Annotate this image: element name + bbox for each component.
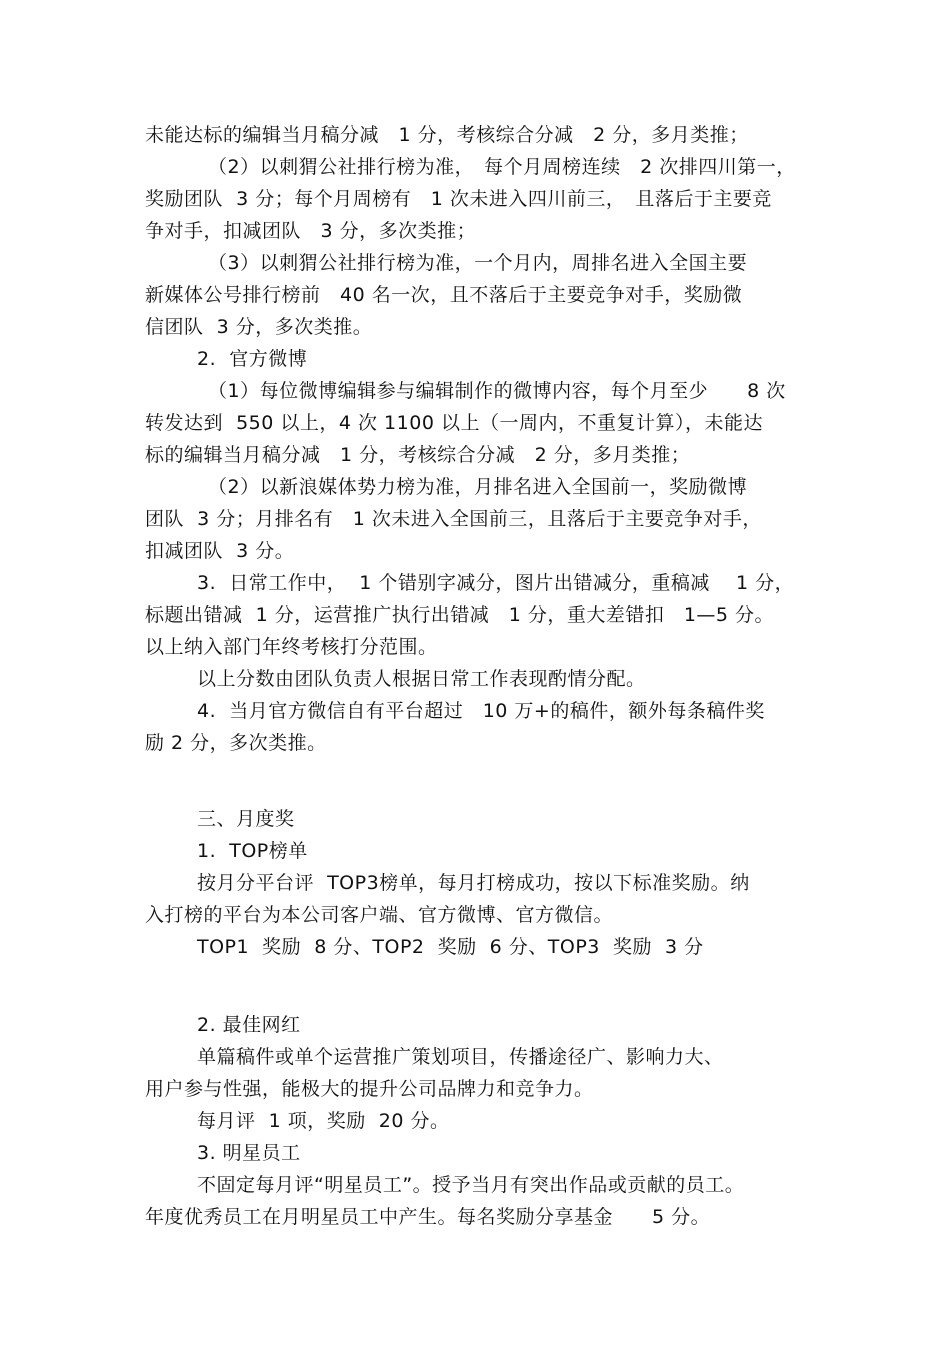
- text-line: 标题出错减 1 分，运营推广执行出错减 1 分，重大差错扣 1—5 分。: [145, 604, 775, 626]
- text-line: 扣减团队 3 分。: [145, 540, 295, 562]
- text-line: 奖励团队 3 分；每个月周榜有 1 次未进入四川前三， 且落后于主要竞: [145, 188, 772, 210]
- text-line: （1）每位微博编辑参与编辑制作的微博内容，每个月至少 8 次: [208, 380, 786, 402]
- text-line: 转发达到 550 以上，4 次 1100 以上（一周内，不重复计算），未能达: [145, 412, 763, 434]
- text-line: 单篇稿件或单个运营推广策划项目，传播途径广、影响力大、: [197, 1046, 724, 1068]
- text-line: TOP1 奖励 8 分、TOP2 奖励 6 分、TOP3 奖励 3 分: [197, 936, 704, 958]
- text-line: （2）以新浪媒体势力榜为准，月排名进入全国前一，奖励微博: [208, 476, 748, 498]
- subsection-heading: 1. TOP榜单: [197, 840, 308, 862]
- text-line: 励 2 分，多次类推。: [145, 732, 327, 754]
- text-line: 新媒体公号排行榜前 40 名一次，且不落后于主要竞争对手，奖励微: [145, 284, 743, 306]
- text-line: 争对手，扣减团队 3 分，多次类推；: [145, 220, 477, 242]
- text-line: 团队 3 分；月排名有 1 次未进入全国前三，且落后于主要竞争对手，: [145, 508, 762, 530]
- text-line: 标的编辑当月稿分减 1 分，考核综合分减 2 分，多月类推；: [145, 444, 691, 466]
- text-line: 4. 当月官方微信自有平台超过 10 万+的稿件，额外每条稿件奖: [197, 700, 765, 722]
- text-line: 每月评 1 项，奖励 20 分。: [197, 1110, 450, 1132]
- subsection-heading: 2. 最佳网红: [197, 1014, 301, 1036]
- text-line: 3. 日常工作中， 1 个错别字减分，图片出错减分，重稿减 1 分，: [197, 572, 795, 594]
- text-line: 年度优秀员工在月明星员工中产生。每名奖励分享基金 5 分。: [145, 1206, 711, 1228]
- text-line: 以上分数由团队负责人根据日常工作表现酌情分配。: [197, 668, 646, 690]
- section-heading: 三、月度奖: [197, 808, 295, 830]
- text-line: 按月分平台评 TOP3榜单，每月打榜成功，按以下标准奖励。纳: [197, 872, 750, 894]
- text-line: 信团队 3 分，多次类推。: [145, 316, 373, 338]
- text-line: （2）以刺猬公社排行榜为准， 每个月周榜连续 2 次排四川第一，: [208, 156, 796, 178]
- text-line: 以上纳入部门年终考核打分范围。: [145, 636, 438, 658]
- section-heading: 2. 官方微博: [197, 348, 308, 370]
- subsection-heading: 3. 明星员工: [197, 1142, 301, 1164]
- text-line: 不固定每月评“明星员工”。授予当月有突出作品或贡献的员工。: [197, 1174, 745, 1196]
- text-line: 入打榜的平台为本公司客户端、官方微博、官方微信。: [145, 904, 614, 926]
- text-line: 用户参与性强，能极大的提升公司品牌力和竞争力。: [145, 1078, 594, 1100]
- text-line: （3）以刺猬公社排行榜为准，一个月内，周排名进入全国主要: [208, 252, 748, 274]
- text-line: 未能达标的编辑当月稿分减 1 分，考核综合分减 2 分，多月类推；: [145, 124, 749, 146]
